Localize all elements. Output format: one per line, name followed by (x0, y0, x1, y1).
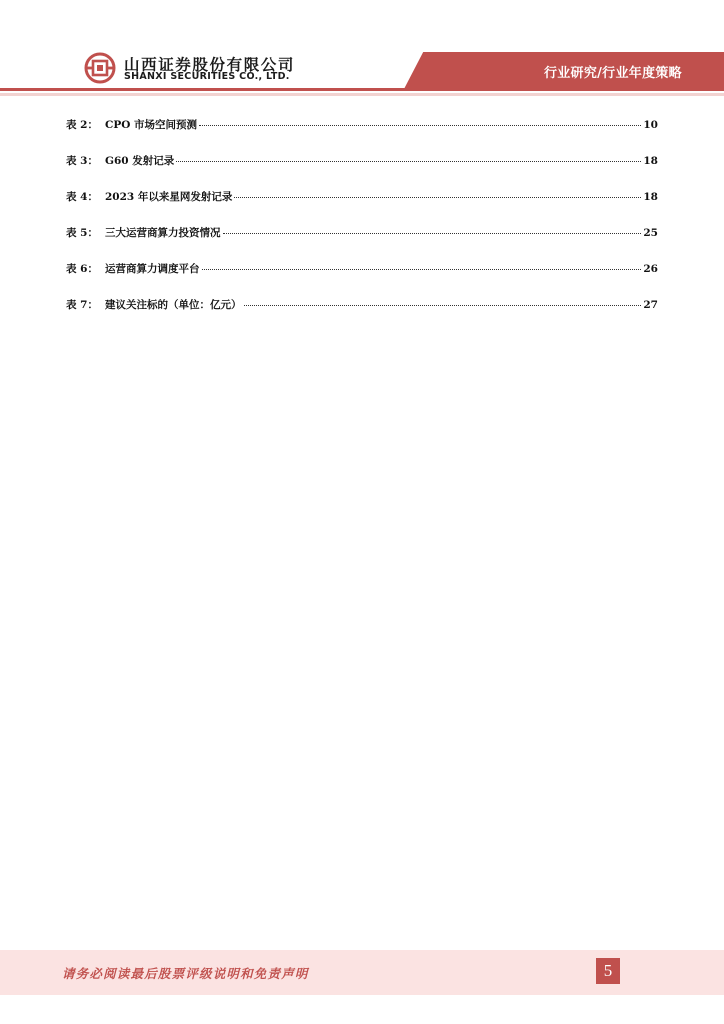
toc-entry-number: 表 6： (66, 263, 98, 275)
toc-entry-page: 27 (643, 299, 658, 311)
toc-entry-table-6[interactable] (66, 261, 658, 297)
toc-entry-table-2[interactable] (66, 117, 658, 153)
page-footer (0, 950, 724, 995)
toc-dot-leader (202, 269, 642, 270)
toc-entry-number: 表 2： (66, 119, 98, 131)
company-name-en: SHANXI SECURITIES CO., LTD. (124, 71, 290, 82)
disclaimer-notice: 请务必阅读最后股票评级说明和免责声明 (62, 966, 309, 981)
toc-entry-page: 10 (643, 119, 658, 131)
page-number: 5 (596, 958, 620, 984)
page-header (0, 0, 724, 100)
toc-dot-leader (244, 305, 642, 306)
toc-entry-table-4[interactable] (66, 189, 658, 225)
toc-entry-number: 表 7： (66, 299, 98, 311)
shanxi-securities-logo-icon (84, 52, 116, 84)
toc-entry-title: 2023 年以来星网发射记录 (105, 191, 233, 203)
toc-entry-table-3[interactable] (66, 153, 658, 189)
toc-dot-leader (176, 161, 641, 162)
toc-entry-number: 表 5： (66, 227, 98, 239)
toc-entry-page: 18 (643, 191, 658, 203)
toc-dot-leader (234, 197, 641, 198)
toc-entry-number: 表 4： (66, 191, 98, 203)
toc-entry-table-7[interactable] (66, 297, 658, 333)
table-of-contents (66, 117, 658, 333)
header-divider-light (0, 93, 724, 96)
toc-entry-title: 三大运营商算力投资情况 (105, 227, 221, 239)
toc-entry-table-5[interactable] (66, 225, 658, 261)
toc-entry-page: 26 (643, 263, 658, 275)
toc-entry-title: CPO 市场空间预测 (105, 119, 198, 131)
toc-entry-page: 18 (643, 155, 658, 167)
toc-entry-number: 表 3： (66, 155, 98, 167)
toc-entry-page: 25 (643, 227, 658, 239)
company-name-cn: 山西证券股份有限公司 (124, 56, 296, 74)
header-divider (0, 88, 724, 91)
toc-dot-leader (223, 233, 642, 234)
toc-entry-title: 建议关注标的（单位：亿元） (105, 299, 242, 311)
report-category: 行业研究/行业年度策略 (543, 66, 682, 81)
toc-dot-leader (199, 125, 641, 126)
toc-entry-title: 运营商算力调度平台 (105, 263, 200, 275)
toc-entry-title: G60 发射记录 (105, 155, 175, 167)
